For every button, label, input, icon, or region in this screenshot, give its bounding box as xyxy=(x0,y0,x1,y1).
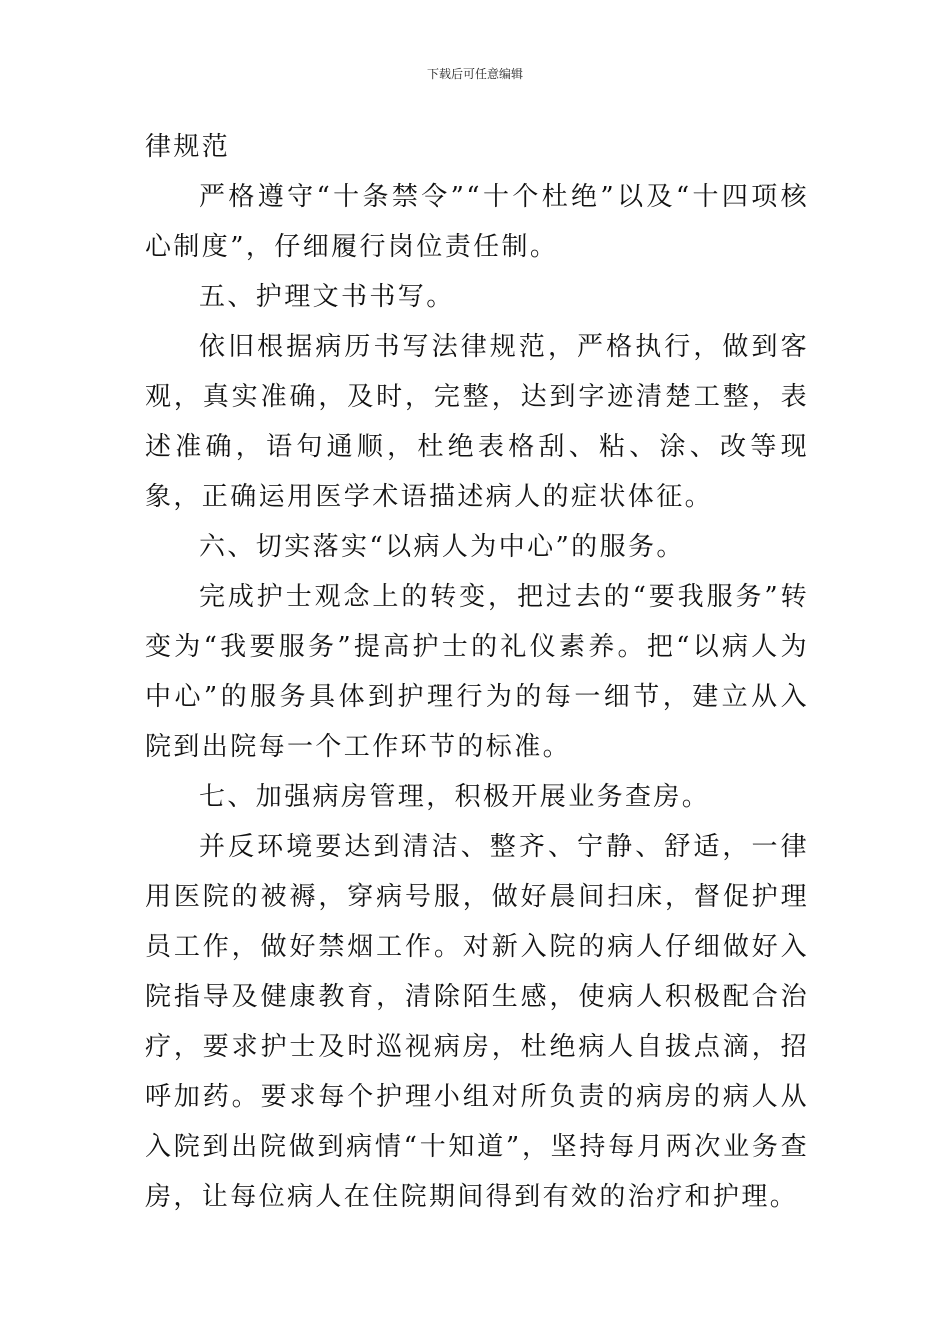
section-heading-5: 五、护理文书书写。 xyxy=(199,282,455,312)
section-heading-6: 六、切实落实“以病人为中心”的服务。 xyxy=(199,532,685,562)
paragraph-service: 完成护士观念上的转变，把过去的“要我服务”转变为“我要服务”提高护士的礼仪素养。把“以病人为中心”的服务具体到护理行为的每一细节，建立从入院到出院每一个工作环节的标准。 xyxy=(145,582,809,762)
paragraph-continuation: 律规范 xyxy=(145,132,231,162)
page-header-note: 下载后可任意编辑 xyxy=(426,67,523,81)
document-body xyxy=(145,122,809,1222)
paragraph-records: 依旧根据病历书写法律规范，严格执行，做到客观，真实准确，及时，完整，达到字迹清楚工整，表述准确，语句通顺，杜绝表格刮、粘、涂、改等现象，正确运用医学术语描述病人的症状体征。 xyxy=(145,332,809,512)
section-heading-7: 七、加强病房管理，积极开展业务查房。 xyxy=(199,782,711,812)
paragraph-ward-management: 并反环境要达到清洁、整齐、宁静、舒适，一律用医院的被褥，穿病号服，做好晨间扫床，督促护理员工作，做好禁烟工作。对新入院的病人仔细做好入院指导及健康教育，清除陌生感，使病人积极配合治疗，要求护士及时巡视病房，杜绝病人自拔点滴，招呼加药。要求每个护理小组对所负责的病房的病人从入院到出院做到病情“十知道”，坚持每月两次业务查房，让每位病人在住院期间得到有效的治疗和护理。 xyxy=(145,832,809,1212)
paragraph-regulations: 严格遵守“十条禁令”“十个杜绝”以及“十四项核心制度”，仔细履行岗位责任制。 xyxy=(145,182,809,262)
